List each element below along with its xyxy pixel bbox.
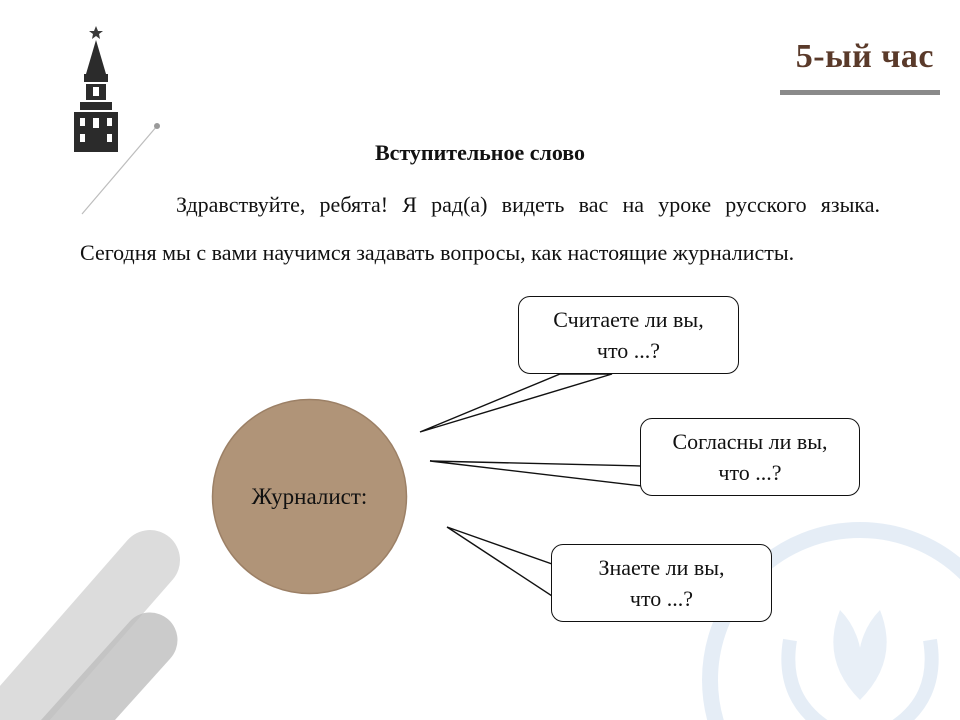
question-bubble-1 — [518, 296, 739, 374]
question-bubble-2 — [640, 418, 860, 496]
question-3-line-1: Знаете ли вы, — [598, 555, 725, 580]
intro-paragraph-text: Здравствуйте, ребята! Я рад(а) видеть вас на уроке русского языка. Сегодня мы с вами научимся задавать вопросы, как настоящие журналисты. — [80, 192, 880, 265]
journalist-label: Журналист: — [251, 483, 368, 509]
question-2-line-1: Согласны ли вы, — [672, 429, 828, 454]
intro-paragraph — [80, 181, 880, 277]
title-underline — [780, 90, 940, 95]
callout-pointer-1 — [420, 374, 612, 432]
question-2-line-2: что ...? — [718, 460, 782, 485]
slide-title: 5-ый час — [795, 38, 934, 75]
kremlin-tower-icon — [70, 26, 122, 154]
question-1-line-1: Считаете ли вы, — [553, 307, 704, 332]
question-1-line-2: что ...? — [596, 338, 661, 363]
callout-pointer-2 — [430, 461, 642, 486]
question-3-line-2: что ...? — [629, 586, 694, 611]
section-heading: Вступительное слово — [374, 140, 586, 165]
question-bubble-3 — [551, 544, 772, 622]
decor-dot — [154, 123, 160, 129]
callout-pointer-3 — [447, 527, 552, 596]
